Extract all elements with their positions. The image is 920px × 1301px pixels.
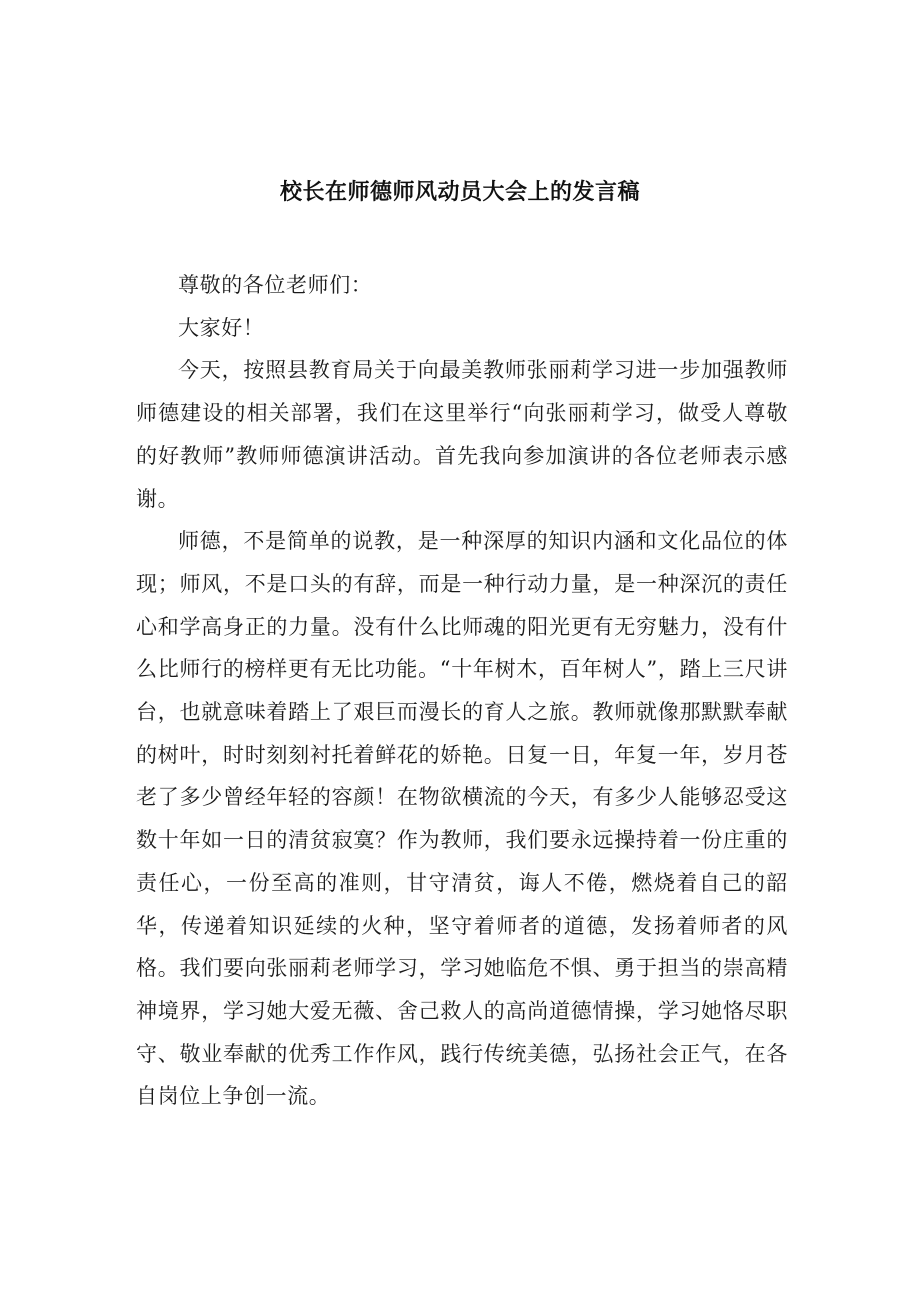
document-title: 校长在师德师风动员大会上的发言稿 xyxy=(279,180,640,205)
paragraph-1: 今天，按照县教育局关于向最美教师张丽莉学习进一步加强教师师德建设的相关部署，我们在这里举行“向张丽莉学习，做受人尊敬的好教师”教师师德演讲活动。首先我向参加演讲的各位老师表示感谢。 xyxy=(136,358,788,511)
paragraph-2: 师德，不是简单的说教，是一种深厚的知识内涵和文化品位的体现；师风，不是口头的有辞，而是一种行动力量，是一种深沉的责任心和学高身正的力量。没有什么比师魂的阳光更有无穷魅力，没有什么比师行的榜样更有无比功能。“十年树木，百年树人”，踏上三尺讲台，也就意味着踏上了艰巨而漫长的育人之旅。教师就像那默默奉献的树叶，时时刻刻衬托着鲜花的娇艳。日复一日，年复一年，岁月苍老了多少曾经年轻的容颜！在物欲横流的今天，有多少人能够忍受这数十年如一日的清贫寂寞？作为教师，我们要永远操持着一份庄重的责任心，一份至高的准则，甘守清贫，诲人不倦，燃烧着自己的韶华，传递着知识延续的火种，坚守着师者的道德，发扬着师者的风格。我们要向张丽莉老师学习，学习她临危不惧、勇于担当的崇高精神境界，学习她大爱无薇、舍己救人的高尚道德情操，学习她恪尽职守、敬业奉献的优秀工作作风，践行传统美德，弘扬社会正气，在各自岗位上争创一流。 xyxy=(136,529,788,1109)
salutation-line: 大家好！ xyxy=(178,315,265,340)
greeting-line: 尊敬的各位老师们： xyxy=(178,273,373,297)
document-body xyxy=(136,264,788,1118)
